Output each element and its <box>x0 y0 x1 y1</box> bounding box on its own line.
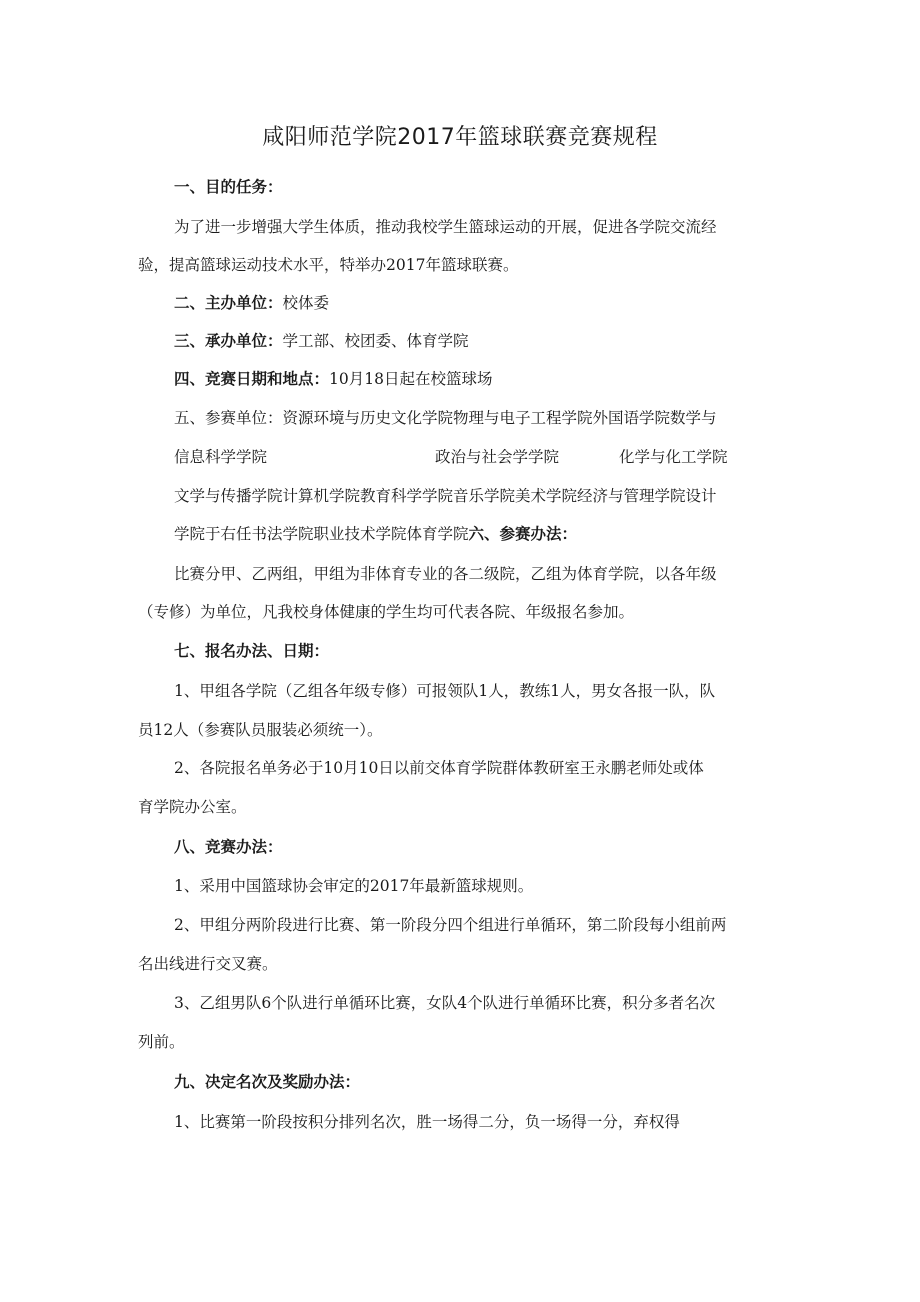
section-5-units-line-1: 资源环境与历史文化学院物理与电子工程学院外国语学院数学与 <box>282 409 717 427</box>
section-2-text: 校体委 <box>282 294 330 312</box>
section-9-item-1: 1、比赛第一阶段按积分排列名次，胜一场得二分，负一场得一分，弃权得 <box>174 1113 680 1131</box>
section-8-item-3-line-2: 列前。 <box>138 1033 185 1051</box>
section-1-paragraph-line-1: 为了进一步增强大学生体质，推动我校学生篮球运动的开展，促进各学院交流经 <box>174 218 717 236</box>
section-2-heading: 二、主办单位： <box>174 294 283 312</box>
section-4-text: 10月18日起在校篮球场 <box>329 370 493 388</box>
section-8-item-3-line-1: 3、乙组男队6个队进行单循环比赛，女队4个队进行单循环比赛，积分多者名次 <box>174 994 716 1012</box>
section-6-paragraph-line-1: 比赛分甲、乙两组，甲组为非体育专业的各二级院，乙组为体育学院，以各年级 <box>174 565 717 583</box>
section-3 <box>174 328 824 354</box>
section-4 <box>174 366 824 392</box>
section-7-item-2-line-2: 育学院办公室。 <box>138 798 247 816</box>
section-5-units-line-4: 学院于右任书法学院职业技术学院体育学院 <box>174 525 469 543</box>
section-8-item-2-line-2: 名出线进行交叉赛。 <box>138 955 278 973</box>
section-5-line-2 <box>174 444 824 470</box>
section-4-heading: 四、竞赛日期和地点： <box>174 370 330 388</box>
section-7-item-2-line-1: 2、各院报名单务必于10月10日以前交体育学院群体教研室王永鹏老师处或体 <box>174 759 704 777</box>
document-title: 咸阳师范学院2017年篮球联赛竞赛规程 <box>262 125 658 150</box>
section-8-item-2-line-1: 2、甲组分两阶段进行比赛、第一阶段分四个组进行单循环，第二阶段每小组前两 <box>174 916 727 934</box>
section-6-paragraph-line-2: （专修）为单位，凡我校身体健康的学生均可代表各院、年级报名参加。 <box>138 603 635 621</box>
section-5-line-4 <box>174 521 824 547</box>
section-7-item-1-line-2: 员12人（参赛队员服装必须统一）。 <box>138 721 383 739</box>
section-5-unit-b: 政治与社会学学院 <box>435 448 560 466</box>
section-2 <box>174 290 824 316</box>
section-5-unit-c: 化学与化工学院 <box>619 448 728 466</box>
section-1-paragraph-line-2: 验，提高篮球运动技术水平，特举办2017年篮球联赛。 <box>138 256 519 274</box>
section-1-heading: 一、目的任务： <box>174 178 283 196</box>
section-3-text: 学工部、校团委、体育学院 <box>282 332 469 350</box>
section-7-heading: 七、报名办法、日期： <box>174 642 330 660</box>
section-6-heading: 六、参赛办法： <box>468 525 578 543</box>
section-3-heading: 三、承办单位： <box>174 332 283 350</box>
section-5-unit-a: 信息科学学院 <box>174 448 268 466</box>
section-9-heading: 九、决定名次及奖励办法： <box>174 1073 361 1091</box>
section-7-item-1-line-1: 1、甲组各学院（乙组各年级专修）可报领队1人，教练1人，男女各报一队，队 <box>174 682 716 700</box>
section-5-units-line-3: 文学与传播学院计算机学院教育科学学院音乐学院美术学院经济与管理学院设计 <box>174 487 717 505</box>
section-8-heading: 八、竞赛办法： <box>174 838 283 856</box>
section-8-item-1: 1、采用中国篮球协会审定的2017年最新篮球规则。 <box>174 877 534 895</box>
section-5-heading: 五、参赛单位： <box>174 409 283 427</box>
section-5-line-1 <box>174 405 824 431</box>
